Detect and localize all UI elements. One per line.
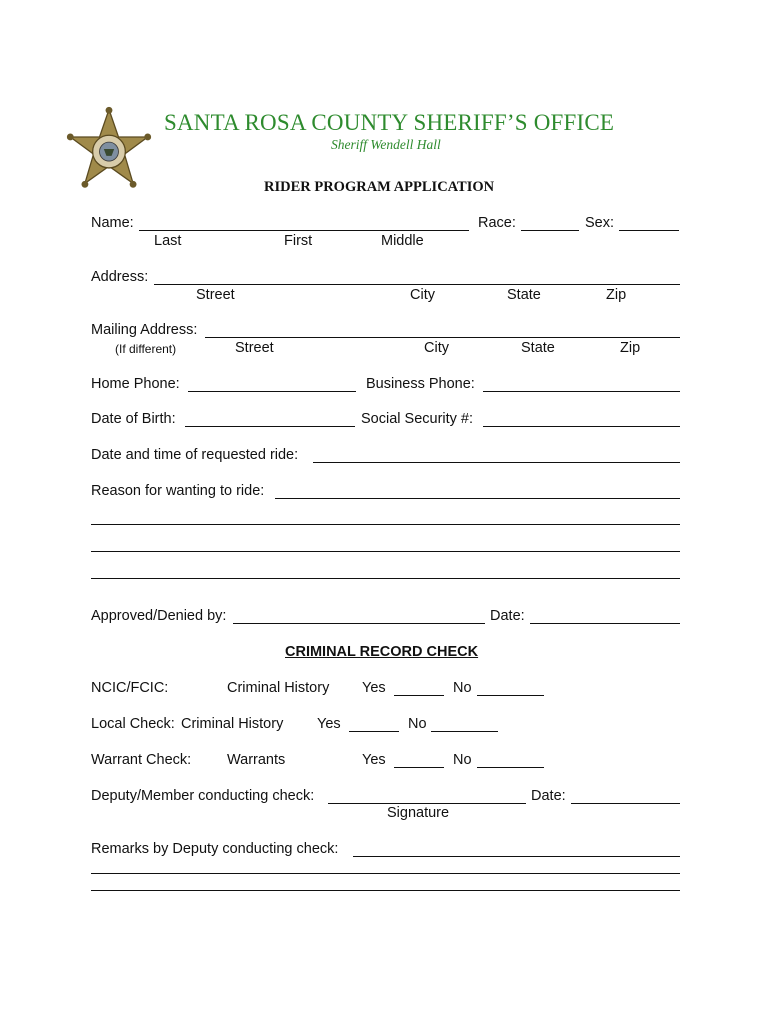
local-check-type: Criminal History	[181, 716, 284, 732]
ncic-type: Criminal History	[227, 680, 330, 696]
local-check-label: Local Check:	[91, 716, 175, 732]
business-phone-field[interactable]	[483, 391, 680, 392]
local-no-label: No	[408, 716, 427, 732]
reason-label: Reason for wanting to ride:	[91, 483, 265, 499]
sheriff-star-badge-icon	[66, 106, 152, 192]
sex-field[interactable]	[619, 230, 679, 231]
signature-caption: Signature	[387, 805, 450, 821]
local-yes-label: Yes	[317, 716, 341, 732]
name-field[interactable]	[139, 230, 469, 231]
ncic-no-label: No	[453, 680, 472, 696]
mailing-state-caption: State	[521, 340, 555, 356]
address-zip-caption: Zip	[606, 287, 627, 303]
deputy-conducting-label: Deputy/Member conducting check:	[91, 788, 315, 804]
name-label: Name:	[91, 215, 134, 231]
criminal-record-check-title: CRIMINAL RECORD CHECK	[285, 644, 479, 660]
ride-datetime-label: Date and time of requested ride:	[91, 447, 299, 463]
mailing-zip-caption: Zip	[620, 340, 641, 356]
dob-label: Date of Birth:	[91, 411, 176, 427]
home-phone-label: Home Phone:	[91, 376, 180, 392]
warrant-check-type: Warrants	[227, 752, 286, 768]
address-label: Address:	[91, 269, 149, 285]
address-field[interactable]	[154, 284, 680, 285]
remarks-label: Remarks by Deputy conducting check:	[91, 841, 339, 857]
mailing-street-caption: Street	[235, 340, 274, 356]
warrant-check-label: Warrant Check:	[91, 752, 192, 768]
warrant-yes-field[interactable]	[394, 767, 444, 768]
local-no-field[interactable]	[431, 731, 498, 732]
remarks-field-line-1[interactable]	[353, 856, 680, 857]
ncic-label: NCIC/FCIC:	[91, 680, 169, 696]
approved-date-field[interactable]	[530, 623, 680, 624]
deputy-date-field[interactable]	[571, 803, 680, 804]
ncic-yes-label: Yes	[362, 680, 386, 696]
home-phone-field[interactable]	[188, 391, 356, 392]
reason-field-line-3[interactable]	[91, 551, 680, 552]
approved-denied-label: Approved/Denied by:	[91, 608, 227, 624]
name-last-caption: Last	[154, 233, 182, 249]
ssn-field[interactable]	[483, 426, 680, 427]
mailing-address-field[interactable]	[205, 337, 680, 338]
warrant-no-field[interactable]	[477, 767, 544, 768]
deputy-signature-field[interactable]	[328, 803, 526, 804]
address-street-caption: Street	[196, 287, 235, 303]
name-first-caption: First	[284, 233, 313, 249]
address-city-caption: City	[410, 287, 435, 303]
reason-field-line-1[interactable]	[275, 498, 680, 499]
sheriff-name: Sheriff Wendell Hall	[331, 137, 441, 152]
ncic-yes-field[interactable]	[394, 695, 444, 696]
address-state-caption: State	[507, 287, 541, 303]
deputy-date-label: Date:	[531, 788, 566, 804]
name-middle-caption: Middle	[381, 233, 424, 249]
remarks-field-line-3[interactable]	[91, 890, 680, 891]
local-yes-field[interactable]	[349, 731, 399, 732]
approved-denied-field[interactable]	[233, 623, 485, 624]
remarks-field-line-2[interactable]	[91, 873, 680, 874]
dob-field[interactable]	[185, 426, 355, 427]
office-title: SANTA ROSA COUNTY SHERIFF’S OFFICE	[164, 110, 615, 135]
business-phone-label: Business Phone:	[366, 376, 475, 392]
sex-label: Sex:	[585, 215, 615, 231]
mailing-address-label: Mailing Address:	[91, 322, 198, 338]
mailing-city-caption: City	[424, 340, 449, 356]
warrant-no-label: No	[453, 752, 472, 768]
reason-field-line-2[interactable]	[91, 524, 680, 525]
ride-datetime-field[interactable]	[313, 462, 680, 463]
mailing-if-different-note: (If different)	[115, 342, 177, 356]
race-label: Race:	[478, 215, 516, 231]
form-title: RIDER PROGRAM APPLICATION	[264, 179, 495, 195]
approved-date-label: Date:	[490, 608, 525, 624]
reason-field-line-4[interactable]	[91, 578, 680, 579]
race-field[interactable]	[521, 230, 579, 231]
warrant-yes-label: Yes	[362, 752, 386, 768]
ssn-label: Social Security #:	[361, 411, 474, 427]
ncic-no-field[interactable]	[477, 695, 544, 696]
